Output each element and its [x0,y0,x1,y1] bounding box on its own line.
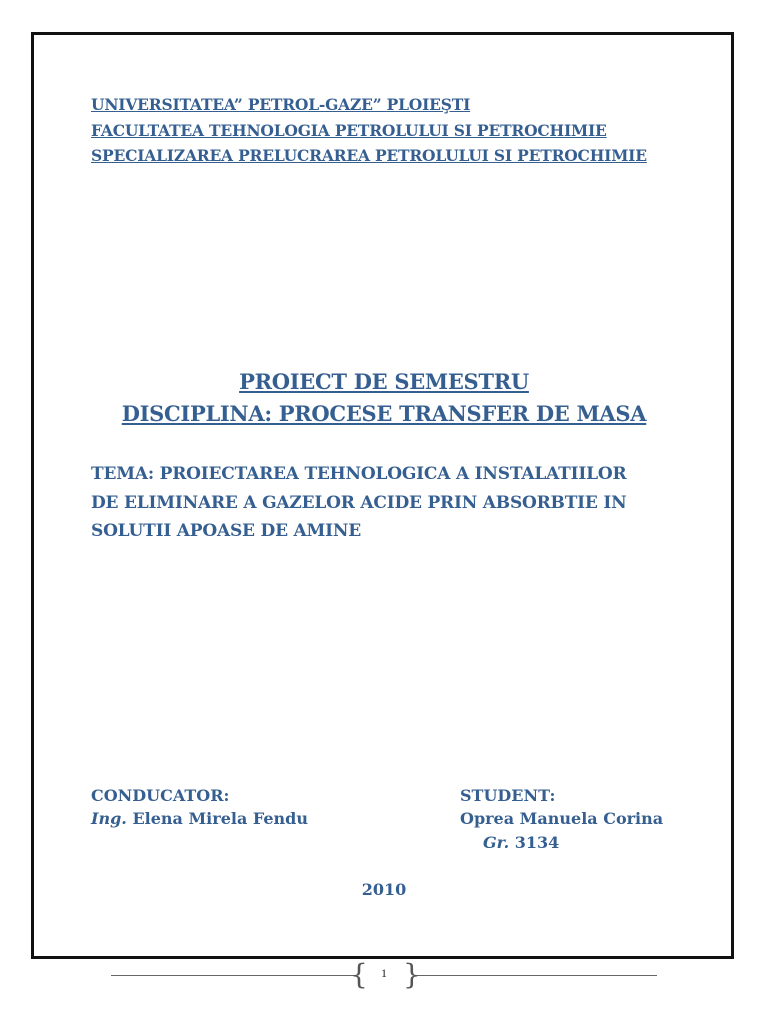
year: 2010 [361,880,407,899]
tema-line-2: DE ELIMINARE A GAZELOR ACIDE PRIN ABSORBTIE IN [91,493,627,513]
footer-brace-right-icon: } [403,958,421,991]
student-group [483,832,559,854]
conductor-name-text: Elena Mirela Fendu [126,809,308,828]
conductor-name [91,808,308,830]
student-name: Oprea Manuela Corina [460,809,664,828]
student-group-prefix: Gr. [483,833,510,852]
tema-line-1: TEMA: PROIECTAREA TEHNOLOGICA A INSTALATIILOR [91,464,627,484]
footer-rule-right [414,975,657,976]
discipline-title: DISCIPLINA: PROCESE TRANSFER DE MASA [121,401,647,426]
specialization-name: SPECIALIZAREA PRELUCRAREA PETROLULUI SI PETROCHIMIE [91,146,647,165]
student-group-number: 3134 [509,833,560,852]
faculty-name: FACULTATEA TEHNOLOGIA PETROLULUI SI PETROCHIMIE [91,121,607,140]
tema-line-3: SOLUTII APOASE DE AMINE [91,521,362,541]
university-name: UNIVERSITATEA” PETROL-GAZE” PLOIEŞTI [91,95,471,114]
student-label: STUDENT: [460,786,556,805]
project-title: PROIECT DE SEMESTRU [239,369,529,394]
conductor-title-prefix: Ing. [91,809,127,828]
footer-rule-left [111,975,354,976]
page-number: 1 [381,966,387,980]
footer-brace-left-icon: { [350,958,368,991]
conductor-label: CONDUCATOR: [91,786,230,805]
